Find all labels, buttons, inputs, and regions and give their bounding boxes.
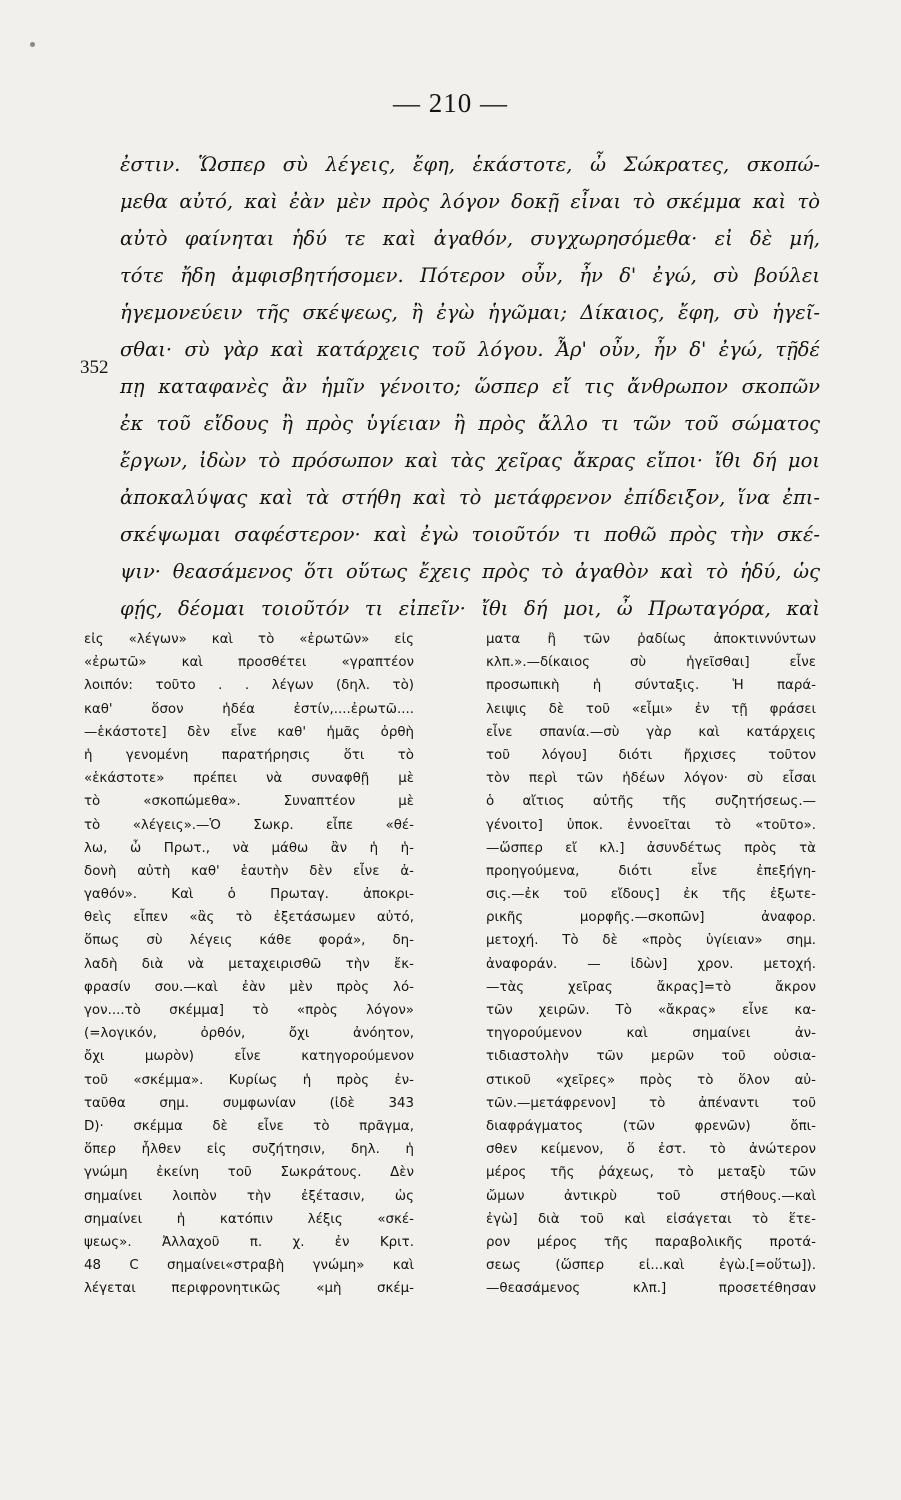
commentary-line: γένοιτο] ὑποκ. ἐννοεῖται τὸ «τοῦτο». [486,817,816,833]
commentary-line: λαδὴ διὰ νὰ μεταχειρισθῶ τὴν ἔκ- [84,956,414,972]
commentary-line: σημαίνει λοιπὸν τὴν ἐξέτασιν, ὡς [84,1188,414,1204]
main-text-line: φῄς, δέομαι τοιοῦτόν τι εἰπεῖν· ἴθι δή μοι, ὦ Πρωταγόρα, καὶ [120,597,820,620]
commentary-line: «ἐρωτῶ» καὶ προσθέτει «γραπτέον [84,655,414,671]
commentary-line: καθ' ὅσον ἡδέα ἐστίν,....ἐρωτῶ.... [84,701,414,717]
commentary-line: προσωπικὴ ἡ σύνταξις. Ἡ παρά- [486,678,816,694]
commentary-line: —ἑκάστοτε] δὲν εἶνε καθ' ἡμᾶς ὀρθὴ [84,724,414,740]
margin-line-number: 352 [80,357,109,378]
commentary-line: ταῦθα σημ. συμφωνίαν (ἰδὲ 343 [84,1095,414,1111]
commentary-line: διαφράγματος (τῶν φρενῶν) ὄπι- [486,1118,816,1134]
commentary-line: τὸν περὶ τῶν ἡδέων λόγον· σὺ εἶσαι [486,771,816,787]
main-text-line: ἐστιν. Ὥσπερ σὺ λέγεις, ἔφη, ἑκάστοτε, ὦ Σώκρατες, σκοπώ- [120,153,820,176]
commentary-line: τοῦ «σκέμμα». Κυρίως ἡ πρὸς ἐν- [84,1072,414,1088]
commentary-line: «ἑκάστοτε» πρέπει νὰ συναφθῇ μὲ [84,771,414,787]
commentary-line: 48 C σημαίνει«στραβὴ γνώμη» καὶ [84,1258,414,1274]
commentary-line: λοιπόν: τοῦτο . . λέγων (δηλ. τὸ) [84,678,414,694]
commentary-line: τιδιαστολὴν τῶν μερῶν τοῦ οὐσια- [486,1049,816,1065]
commentary-line: λω, ὦ Πρωτ., νὰ μάθω ἂν ἡ ἡ- [84,840,414,856]
commentary-right-column [486,628,816,1300]
commentary-line: κλπ.».—δίκαιος σὺ ἡγεῖσθαι] εἶνε [486,655,816,671]
commentary-line: ἐγὼ] διὰ τοῦ καὶ εἰσάγεται τὸ ἕτε- [486,1211,816,1227]
commentary-line: ὁ αἴτιος αὐτῆς τῆς συζητήσεως.— [486,794,816,810]
main-text-line: αὐτὸ φαίνηται ἡδύ τε καὶ ἀγαθόν, συγχωρησόμεθα· εἰ δὲ μή, [120,227,820,250]
commentary-line: θεὶς εἶπεν «ἂς τὸ ἐξετάσωμεν αὐτό, [84,910,414,926]
commentary-line: προηγούμενα, διότι εἶνε ἐπεξήγη- [486,863,816,879]
commentary-line: ὤμων ἀντικρὺ τοῦ στήθους.—καὶ [486,1188,816,1204]
commentary-line: γον....τὸ σκέμμα] τὸ «πρὸς λόγον» [84,1003,414,1018]
commentary-line: τὸ «λέγεις».—Ὁ Σωκρ. εἶπε «θέ- [84,817,414,833]
commentary-line: στικοῦ «χεῖρες» πρὸς τὸ ὅλον αὐ- [486,1072,816,1088]
commentary-line: σημαίνει ἡ κατόπιν λέξις «σκέ- [84,1211,414,1227]
main-text-line: ἀποκαλύψας καὶ τὰ στήθη καὶ τὸ μετάφρενον ἐπίδειξον, ἵνα ἐπι- [120,486,820,509]
commentary-line: (=λογικόν, ὀρθόν, ὄχι ἀνόητον, [84,1026,414,1042]
commentary-line: τῶν.—μετάφρενον] τὸ ἀπέναντι τοῦ [486,1095,816,1111]
commentary-line: σθεν κείμενον, ὅ ἐστ. τὸ ἀνώτερον [486,1142,816,1158]
commentary-line: ὄχι μωρὸν) εἶνε κατηγορούμενον [84,1049,414,1065]
main-text [120,146,820,627]
commentary-line: λέγεται περιφρονητικῶς «μὴ σκέμ- [84,1281,414,1297]
main-text-line: πῃ καταφανὲς ἂν ἡμῖν γένοιτο; ὥσπερ εἴ τις ἄνθρωπον σκοπῶν [120,375,820,398]
main-text-line: τότε ἤδη ἀμφισβητήσομεν. Πότερον οὖν, ἦν δ' ἐγώ, σὺ βούλει [120,264,820,287]
commentary-line: —τὰς χεῖρας ἄκρας]=τὸ ἄκρον [486,979,816,995]
main-text-line: ἐκ τοῦ εἴδους ἢ πρὸς ὑγίειαν ἢ πρὸς ἄλλο τι τῶν τοῦ σώματος [120,412,820,435]
commentary-line: εἶνε σπανία.—σὺ γὰρ καὶ κατάρχεις [486,724,816,740]
main-text-line: ψιν· θεασάμενος ὅτι οὕτως ἔχεις πρὸς τὸ ἀγαθὸν καὶ τὸ ἡδύ, ὡς [120,560,820,583]
commentary-line: ὅπως σὺ λέγεις κάθε φορά», δη- [84,933,414,949]
commentary-line: ἡ γενομένη παρατήρησις ὅτι τὸ [84,747,414,763]
commentary-line: τὸ «σκοπώμεθα». Συναπτέον μὲ [84,794,414,810]
commentary-line: ἀναφοράν. — ἰδὼν] χρον. μετοχή. [486,956,816,972]
commentary-line: D)· σκέμμα δὲ εἶνε τὸ πρᾶγμα, [84,1118,414,1134]
commentary-line: τῶν χειρῶν. Τὸ «ἄκρας» εἶνε κα- [486,1003,816,1018]
main-text-line: σκέψωμαι σαφέστερον· καὶ ἐγὼ τοιοῦτόν τι ποθῶ πρὸς τὴν σκέ- [120,523,820,546]
commentary-line: γαθόν». Καὶ ὁ Πρωταγ. ἀποκρι- [84,887,414,903]
paper-speck [30,42,35,47]
commentary-line: φρασίν σου.—καὶ ἐὰν μὲν πρὸς λό- [84,979,414,995]
page-number: — 210 — [393,88,508,118]
main-text-line: σθαι· σὺ γὰρ καὶ κατάρχεις τοῦ λόγου. Ἆρ' οὖν, ἦν δ' ἐγώ, τῇδέ [120,338,820,361]
commentary-line: ὅπερ ἦλθεν εἰς συζήτησιν, δηλ. ἡ [84,1142,414,1158]
commentary-line: —θεασάμενος κλπ.] προσετέθησαν [486,1281,816,1297]
commentary-line: εἰς «λέγων» καὶ τὸ «ἐρωτῶν» εἰς [84,632,414,647]
main-text-line: μεθα αὐτό, καὶ ἐὰν μὲν πρὸς λόγον δοκῇ εἶναι τὸ σκέμμα καὶ τὸ [120,190,820,213]
commentary-line: —ὥσπερ εἴ κλ.] ἀσυνδέτως πρὸς τὰ [486,840,816,856]
commentary-line: μετοχή. Τὸ δὲ «πρὸς ὑγίειαν» σημ. [486,933,816,949]
commentary-line: ψεως». Ἀλλαχοῦ π. χ. ἐν Κριτ. [84,1234,414,1250]
commentary-line: τηγορούμενον καὶ σημαίνει ἀν- [486,1026,816,1042]
commentary-line: σεως (ὥσπερ εἰ...καὶ ἐγὼ.[=οὕτω]). [486,1258,816,1274]
commentary-line: λειψις δὲ τοῦ «εἶμι» ἐν τῇ φράσει [486,701,816,717]
commentary-line: ματα ἢ τῶν ῥαδίως ἀποκτιννύντων [486,632,816,647]
commentary-left-column [84,628,414,1300]
commentary-line: σις.—ἐκ τοῦ εἴδους] ἐκ τῆς ἐξωτε- [486,887,816,903]
commentary-line: γνώμη ἐκείνη τοῦ Σωκράτους. Δὲν [84,1165,414,1181]
main-text-line: ἡγεμονεύειν τῆς σκέψεως, ἢ ἐγὼ ἡγῶμαι; Δίκαιος, ἔφη, σὺ ἡγεῖ- [120,301,820,324]
commentary-line: ρον μέρος τῆς παραβολικῆς προτά- [486,1234,816,1250]
main-text-line: ἔργων, ἰδὼν τὸ πρόσωπον καὶ τὰς χεῖρας ἄκρας εἴποι· ἴθι δή μοι [120,449,820,472]
commentary-line: τοῦ λόγου] διότι ἤρχισες τοῦτον [486,747,816,763]
commentary-line: μέρος τῆς ῥάχεως, τὸ μεταξὺ τῶν [486,1165,816,1181]
commentary-line: ρικῆς μορφῆς.—σκοπῶν] ἀναφορ. [486,910,816,926]
commentary-line: δονὴ αὐτὴ καθ' ἑαυτὴν δὲν εἶνε ἀ- [84,863,414,879]
